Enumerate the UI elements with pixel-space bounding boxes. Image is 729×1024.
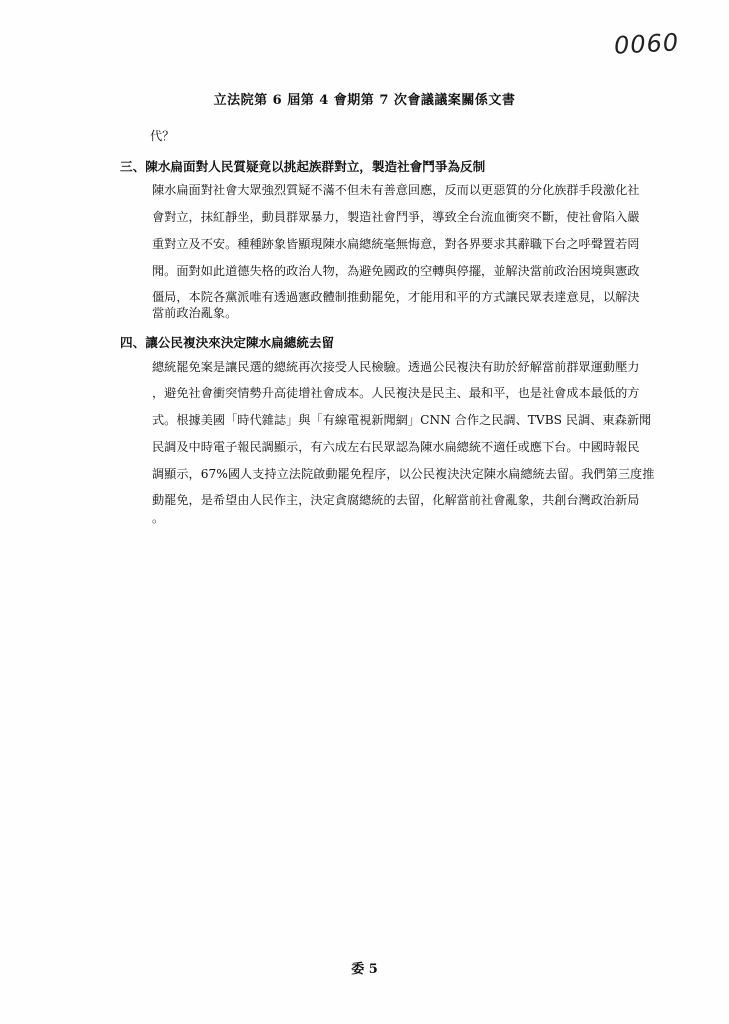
section-4-line: 動罷免，是希望由人民作主，決定貪腐總統的去留，化解當前社會亂象，共創台灣政治新局 xyxy=(152,493,640,507)
section-4-line: 調顯示，67%國人支持立法院啟動罷免程序，以公民複決決定陳水扁總統去留。我們第三度推 xyxy=(152,467,655,481)
section-4-line: 式。根據美國「時代雜誌」與「有線電視新聞網」CNN 合作之民調、TVBS 民調、東森新聞 xyxy=(152,413,652,427)
section-3-line: 會對立，抹紅靜坐，動員群眾暴力，製造社會鬥爭，導致全台流血衝突不斷，使社會陷入嚴 xyxy=(152,210,640,224)
section-3-line: 重對立及不安。種種跡象皆顯現陳水扁總統毫無悔意，對各界要求其辭職下台之呼聲置若罔 xyxy=(152,237,640,251)
section-4-line: 。 xyxy=(152,511,165,525)
section-3-line: 僵局，本院各黨派唯有透過憲政體制推動罷免，才能用和平的方式讓民眾表達意見，以解決 xyxy=(152,290,640,304)
section-3-line: 當前政治亂象。 xyxy=(152,306,238,320)
section-4-line: 總統罷免案是讓民選的總統再次接受人民檢驗。透過公民複決有助於紓解當前群眾運動壓力 xyxy=(152,360,640,374)
section-4-line: 民調及中時電子報民調顯示，有六成左右民眾認為陳水扁總統不適任或應下台。中國時報民 xyxy=(152,440,640,454)
section-3-line: 聞。面對如此道德失格的政治人物，為避免國政的空轉與停擺，並解決當前政治困境與憲政 xyxy=(152,264,640,278)
page-stamp-number: 0060 xyxy=(613,28,680,60)
document-title: 立法院第 6 屆第 4 會期第 7 次會議議案關係文書 xyxy=(213,93,516,108)
section-4-heading: 四、讓公民複決來決定陳水扁總統去留 xyxy=(120,335,335,350)
section-4-line: ，避免社會衝突情勢升高徒增社會成本。人民複決是民主、最和平，也是社會成本最低的方 xyxy=(152,386,640,400)
section-3-line: 陳水扁面對社會大眾強烈質疑不滿不但未有善意回應，反而以更惡質的分化族群手段激化社 xyxy=(152,183,640,197)
continuation-text: 代？ xyxy=(150,129,175,143)
page-number: 委 5 xyxy=(351,962,378,977)
section-3-heading: 三、陳水扁面對人民質疑竟以挑起族群對立，製造社會鬥爭為反制 xyxy=(120,159,486,174)
